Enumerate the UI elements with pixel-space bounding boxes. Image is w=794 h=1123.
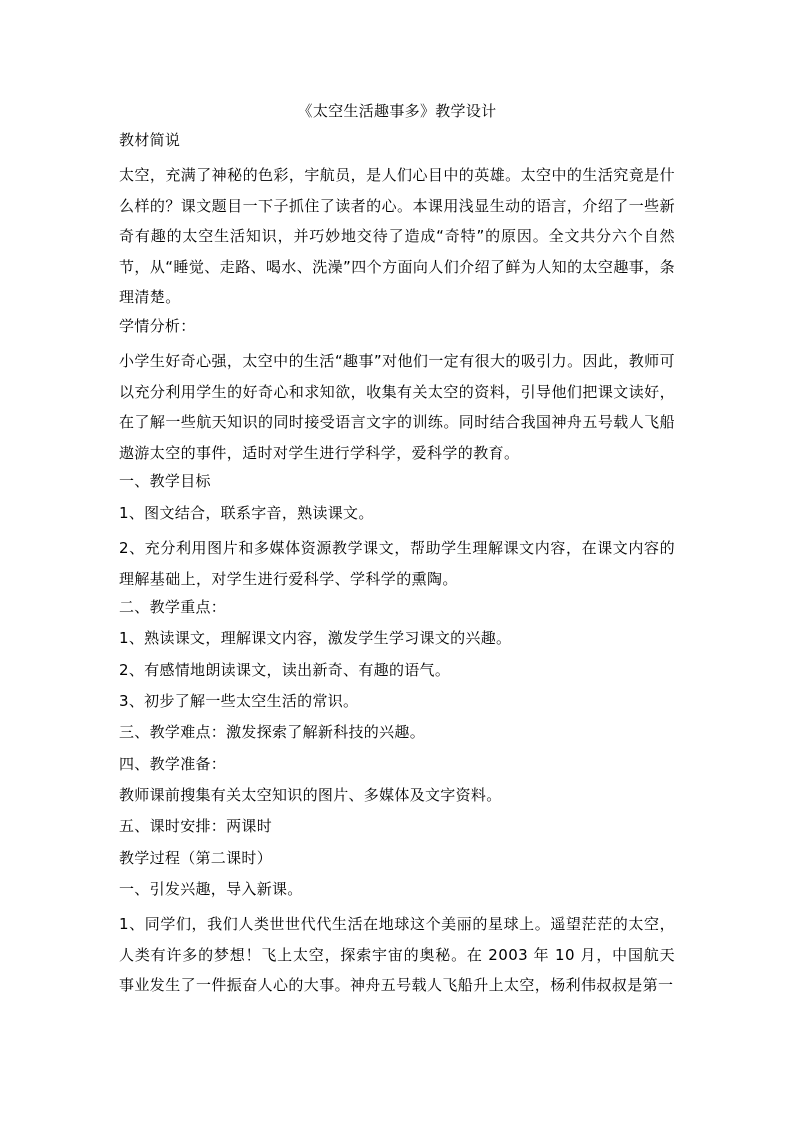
- section-heading-process: 教学过程（第二课时）: [119, 848, 273, 867]
- section-heading-preparation: 四、教学准备：: [119, 754, 227, 773]
- objective-item-1: 1、图文结合，联系字音，熟读课文。: [119, 503, 374, 522]
- paragraph-textbook-intro: 太空，充满了神秘的色彩，宇航员，是人们心目中的英雄。太空中的生活究竟是什么样的？课文题目一下子抓住了读者的心。本课用浅显生动的语言，介绍了一些新奇有趣的太空生活知识，并巧妙地交待了造成“奇特”的原因。全文共分六个自然节，从“睡觉、走路、喝水、洗澡”四个方面向人们介绍了鲜为人知的太空趣事，条理清楚。: [119, 166, 675, 307]
- key-point-item-1: 1、熟读课文，理解课文内容，激发学生学习课文的兴趣。: [119, 629, 512, 648]
- section-heading-difficulty: 三、教学难点：激发探索了解新科技的兴趣。: [119, 723, 426, 742]
- document-body: [119, 100, 675, 1003]
- section-heading-textbook: 教材简说: [119, 131, 181, 149]
- document-title: 《太空生活趣事多》教学设计: [297, 102, 497, 120]
- section-heading-schedule: 五、课时安排：两课时: [119, 817, 273, 836]
- section-heading-objectives: 一、教学目标: [119, 472, 211, 491]
- key-point-item-3: 3、初步了解一些太空生活的常识。: [119, 692, 359, 711]
- process-step-1-heading: 一、引发兴趣，导入新课。: [119, 879, 303, 898]
- section-heading-student-analysis: 学情分析：: [119, 316, 196, 335]
- process-step-1-paragraph: 1、同学们，我们人类世世代代生活在地球这个美丽的星球上。遥望茫茫的太空，人类有许多的梦想！飞上太空，探索宇宙的奥秘。在 2003 年 10 月，中国航天事业发生了一件振奋人心的大事。神舟五号载人飞船升上太空，杨利伟叔叔是第一: [119, 915, 675, 995]
- preparation-item: 教师课前搜集有关太空知识的图片、多媒体及文字资料。: [119, 785, 502, 804]
- paragraph-student-analysis: 小学生好奇心强，太空中的生活“趣事”对他们一定有很大的吸引力。因此，教师可以充分利用学生的好奇心和求知欲，收集有关太空的资料，引导他们把课文读好，在了解一些航天知识的同时接受语言文字的训练。同时结合我国神舟五号载人飞船遨游太空的事件，适时对学生进行学科学，爱科学的教育。: [119, 351, 675, 462]
- section-heading-key-points: 二、教学重点：: [119, 598, 227, 617]
- key-point-item-2: 2、有感情地朗读课文，读出新奇、有趣的语气。: [119, 660, 451, 679]
- objective-item-2: 2、充分利用图片和多媒体资源教学课文，帮助学生理解课文内容，在课文内容的理解基础上，对学生进行爱科学、学科学的熏陶。: [119, 538, 675, 588]
